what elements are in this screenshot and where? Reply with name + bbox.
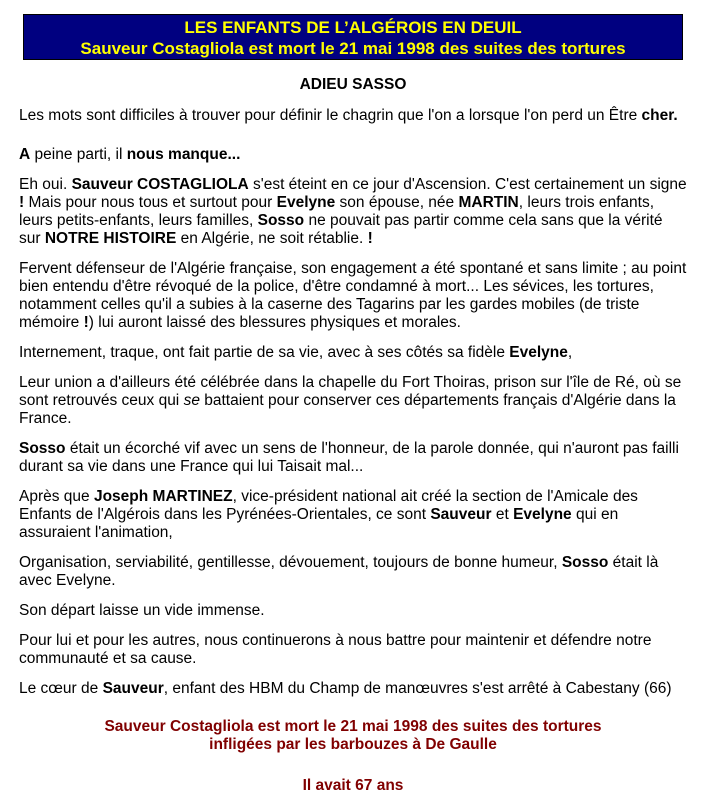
text: , vice-président national ait créé la section de l'Amicale des Enfants de l'Algérois dans les Pyrénées-Orientales, ce sont xyxy=(19,488,638,523)
text: ) lui auront laissé des blessures physiques et morales. xyxy=(88,314,461,331)
paragraph-12 xyxy=(19,680,687,698)
text: Internement, traque, ont fait partie de sa vie, avec à ses côtés sa fidèle xyxy=(19,344,510,361)
text: Les mots sont difficiles à trouver pour définir le chagrin que l'on a lorsque l'on perd un Être xyxy=(19,107,642,124)
bold-text: Sauveur xyxy=(430,506,492,523)
bold-text: MARTIN xyxy=(458,194,519,211)
bold-text: A xyxy=(19,146,31,163)
bold-text: Sosso xyxy=(257,212,305,229)
bold-text: cher. xyxy=(641,107,678,124)
text: battaient pour conserver ces départements français d'Algérie dans la France. xyxy=(19,392,676,427)
article-heading: ADIEU SASSO xyxy=(299,76,407,93)
bold-text: ! xyxy=(19,194,25,211)
text: Leur union a d'ailleurs été célébrée dans la chapelle du Fort Thoiras, prison sur l'île de Ré, où se sont retrouvés ceux qui xyxy=(19,374,682,409)
bold-text: ! xyxy=(83,314,89,331)
paragraph-11 xyxy=(19,632,687,668)
text: , enfant des HBM du Champ de manœuvres s'est arrêté à Cabestany (66) xyxy=(163,680,672,697)
paragraph-3 xyxy=(19,176,687,248)
footer-age: Il avait 67 ans xyxy=(302,777,404,794)
bold-text: ! xyxy=(367,230,373,247)
text: qui en assuraient l'animation, xyxy=(19,506,619,541)
page-title: LES ENFANTS DE L’ALGÉROIS EN DEUIL xyxy=(184,18,522,37)
text: son épouse, née xyxy=(335,194,459,211)
text: Organisation, serviabilité, gentillesse, dévouement, toujours de bonne humeur, xyxy=(19,554,562,571)
bold-text: Evelyne xyxy=(513,506,572,523)
italic-text: se xyxy=(183,392,200,409)
text: était un écorché vif avec un sens de l'honneur, de la parole donnée, qui n'auront pas failli durant sa vie dans une France qui lui Taisait mal... xyxy=(19,440,679,475)
paragraph-8 xyxy=(19,488,687,542)
bold-text: Sauveur xyxy=(102,680,164,697)
bold-text: Evelyne xyxy=(509,344,568,361)
text: Son départ laisse un vide immense. xyxy=(19,602,265,619)
bold-text: NOTRE HISTOIRE xyxy=(44,230,177,247)
text: Mais pour nous tous et surtout pour xyxy=(24,194,277,211)
text: Pour lui et pour les autres, nous continuerons à nous battre pour maintenir et défendre notre communauté et sa cause. xyxy=(19,632,652,667)
bold-text: nous manque... xyxy=(126,146,241,163)
paragraph-1 xyxy=(19,107,687,125)
text: et xyxy=(491,506,514,523)
bold-text: Sosso xyxy=(19,440,66,457)
paragraph-5 xyxy=(19,344,687,362)
text: en Algérie, ne soit rétablie. xyxy=(176,230,368,247)
italic-text: a xyxy=(420,260,430,277)
bold-text: Evelyne xyxy=(276,194,336,211)
text: Après que xyxy=(19,488,94,505)
bold-text: Joseph MARTINEZ xyxy=(93,488,233,505)
footer-line-2: infligées par les barbouzes à De Gaulle xyxy=(209,736,497,753)
memorial-footer xyxy=(19,718,687,795)
paragraph-4 xyxy=(19,260,687,332)
paragraph-10 xyxy=(19,602,687,620)
paragraph-7 xyxy=(19,440,687,476)
text: ne pouvait pas partir comme cela sans que la vérité sur xyxy=(19,212,663,247)
text: s'est éteint en ce jour d'Ascension. C'est certainement un signe xyxy=(248,176,687,193)
text: Fervent défenseur de l'Algérie française, son engagement xyxy=(19,260,421,277)
text: Eh oui. xyxy=(19,176,72,193)
footer-line-1: Sauveur Costagliola est mort le 21 mai 1998 des suites des tortures xyxy=(104,718,602,735)
text: était là avec Evelyne. xyxy=(19,554,659,589)
bold-text: Sosso xyxy=(561,554,609,571)
article xyxy=(19,76,687,795)
text: été spontané et sans limite ; au point bien entendu d'être révoqué de la police, d'être condamné à mort... Les sévices, les tortures, notamment celles qu'il a subies à la caserne des Tagarins par les gardes mobiles (de triste mémoire xyxy=(19,260,687,331)
paragraph-9 xyxy=(19,554,687,590)
text: , xyxy=(567,344,573,361)
header-banner xyxy=(23,14,683,60)
bold-text: Sauveur COSTAGLIOLA xyxy=(71,176,249,193)
text: , leurs trois enfants, leurs petits-enfants, leurs familles, xyxy=(19,194,655,229)
paragraph-6 xyxy=(19,374,687,428)
text: peine parti, il xyxy=(30,146,127,163)
text: Le cœur de xyxy=(19,680,103,697)
page-subtitle: Sauveur Costagliola est mort le 21 mai 1998 des suites des tortures xyxy=(80,39,626,58)
paragraph-2 xyxy=(19,146,687,164)
